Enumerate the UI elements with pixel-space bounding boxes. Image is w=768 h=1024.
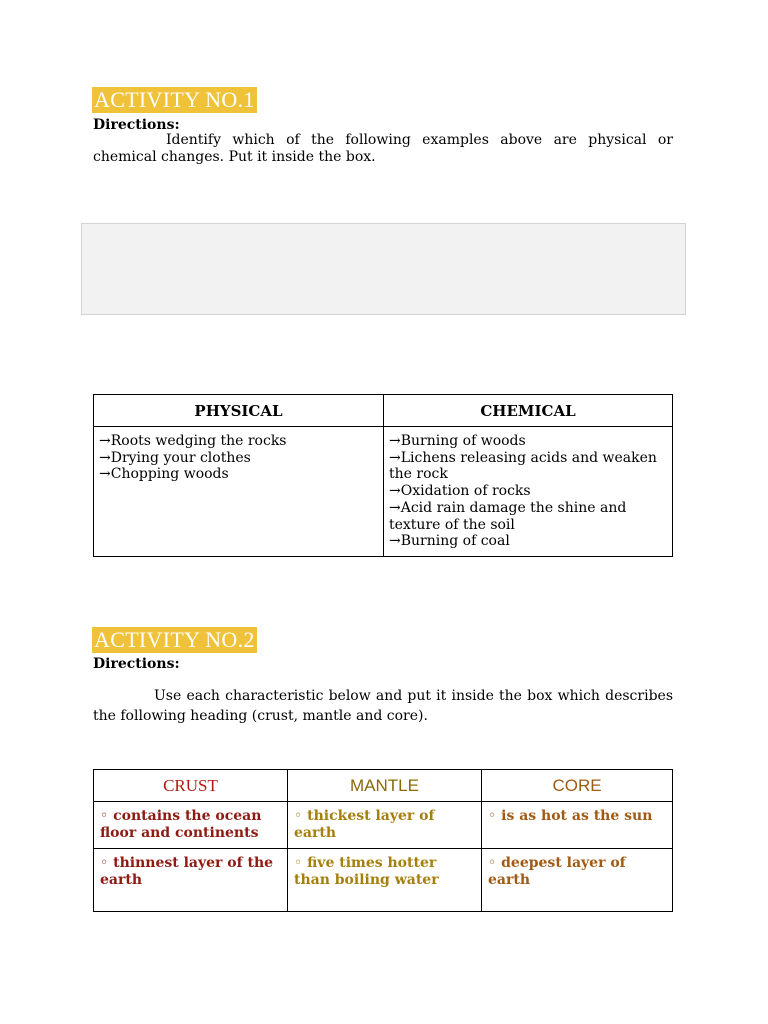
chemical-item: →Acid rain damage the shine and texture of the soil <box>389 499 627 533</box>
core-cell: ◦ is as hot as the sun <box>482 802 673 849</box>
chemical-item: →Lichens releasing acids and weaken the rock <box>389 449 657 483</box>
activity-1-directions-text: Identify which of the following examples above are physical or chemical changes. Put it inside the box. <box>93 132 673 165</box>
mantle-cell: ◦ thickest layer of earth <box>288 802 482 849</box>
mantle-header: MANTLE <box>288 770 482 802</box>
physical-chemical-table <box>93 394 673 557</box>
chemical-item: →Burning of coal <box>389 533 510 550</box>
activity-1-directions-label: Directions: <box>93 117 180 133</box>
activity-2-directions-label: Directions: <box>93 656 180 672</box>
physical-item: →Drying your clothes <box>99 449 251 466</box>
activity-2-directions-text: Use each characteristic below and put it inside the box which describes the following heading (crust, mantle and core). <box>93 688 673 724</box>
physical-item: →Roots wedging the rocks <box>99 433 287 449</box>
answer-box <box>81 223 686 315</box>
chemical-cell <box>384 427 673 557</box>
activity-2-title: ACTIVITY NO.2 <box>94 627 255 652</box>
physical-cell <box>94 427 384 557</box>
activity-1-title: ACTIVITY NO.1 <box>94 87 255 112</box>
core-header: CORE <box>482 770 673 802</box>
core-cell: ◦ deepest layer of earth <box>482 849 673 912</box>
chemical-item: →Burning of woods <box>389 433 526 449</box>
chemical-item: →Oxidation of rocks <box>389 483 531 500</box>
mantle-cell: ◦ five times hotter than boiling water <box>288 849 482 912</box>
crust-cell: ◦ thinnest layer of the earth <box>94 849 288 912</box>
physical-item: →Chopping woods <box>99 466 229 483</box>
physical-header: PHYSICAL <box>94 395 384 427</box>
earth-layers-table <box>93 769 673 912</box>
chemical-header: CHEMICAL <box>384 395 673 427</box>
crust-header: CRUST <box>94 770 288 802</box>
crust-cell: ◦ contains the ocean floor and continents <box>94 802 288 849</box>
